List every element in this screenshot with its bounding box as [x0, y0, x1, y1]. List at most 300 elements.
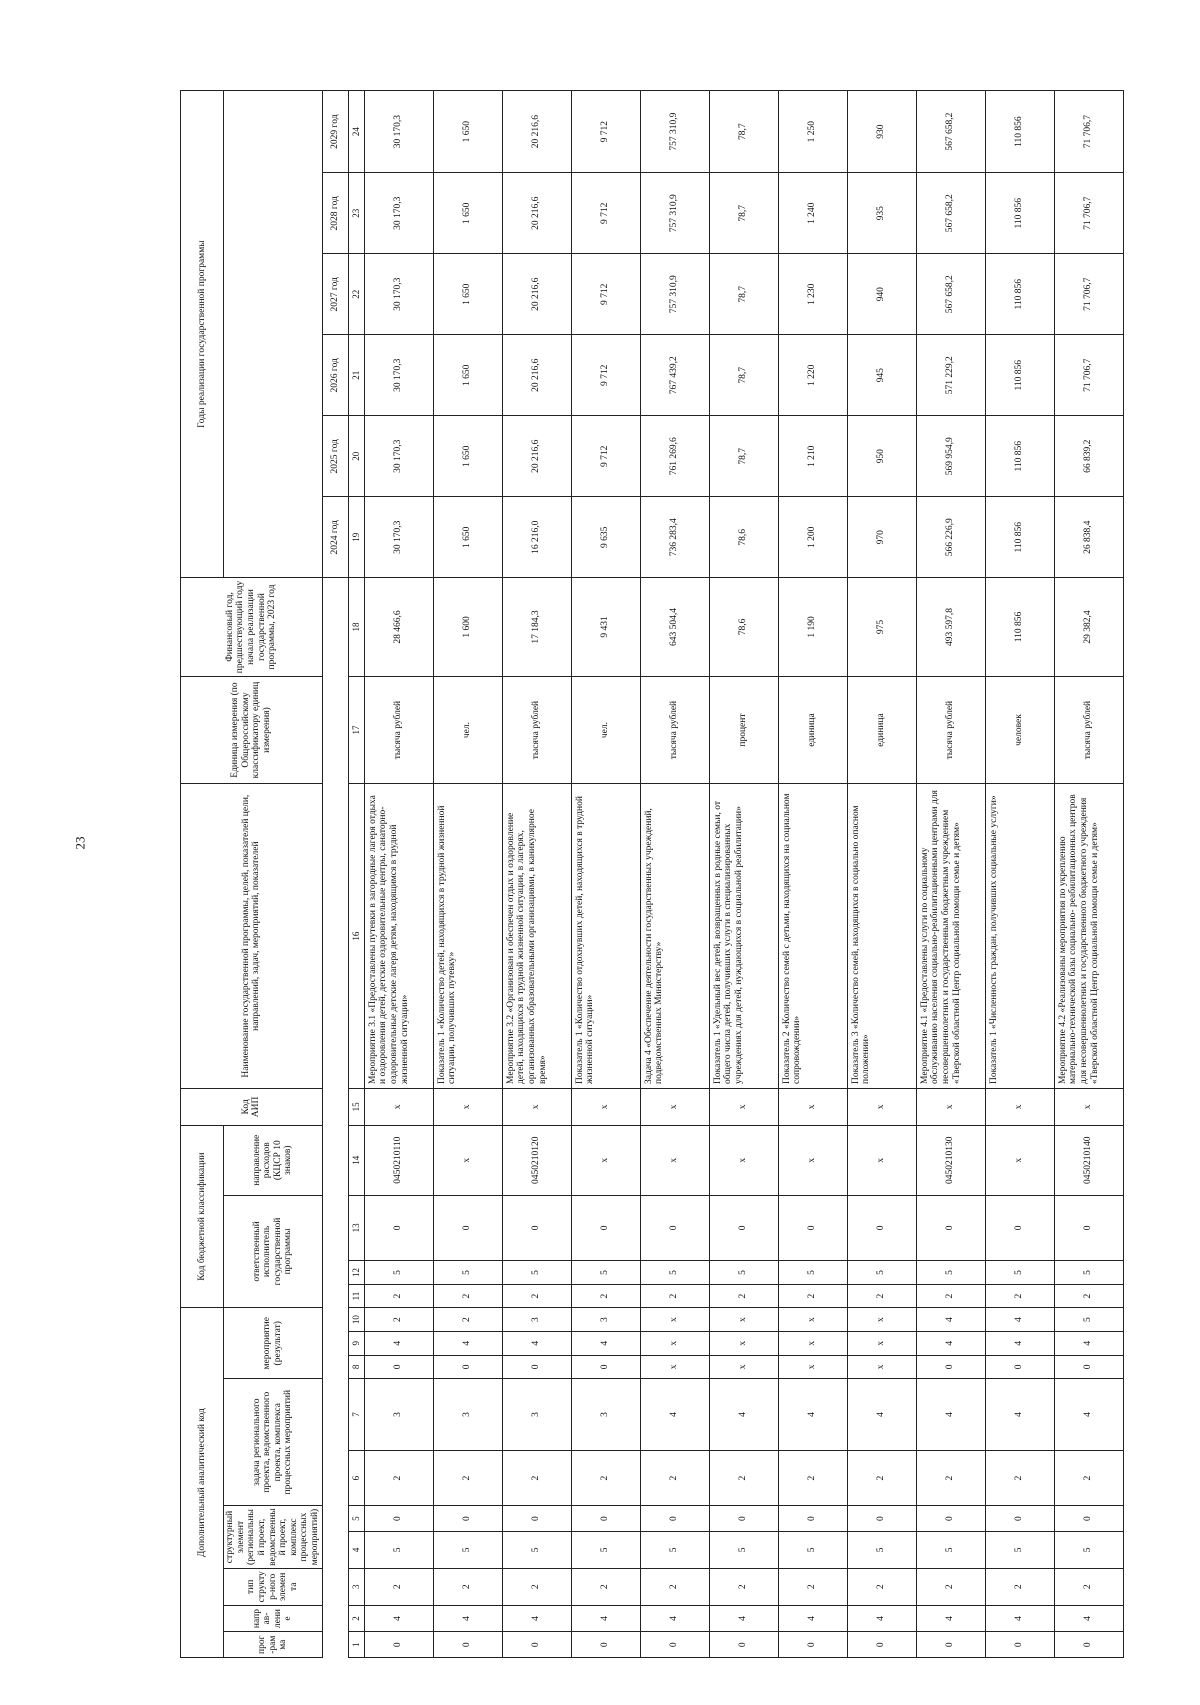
column-number: 10 — [348, 1308, 364, 1332]
code-cell: 5 — [571, 1261, 640, 1285]
code-cell: 5 — [709, 1531, 778, 1568]
code-cell: х — [847, 1125, 916, 1195]
code-cell: х — [847, 1308, 916, 1332]
column-number: 17 — [348, 676, 364, 784]
base-year-value: 110 856 — [985, 578, 1054, 676]
code-cell: х — [571, 1088, 640, 1125]
column-number: 4 — [348, 1531, 364, 1568]
code-cell: 4 — [916, 1379, 985, 1451]
code-cell: 0 — [502, 1632, 571, 1658]
year-value: 20 216,6 — [502, 91, 571, 173]
year-value: 20 216,6 — [502, 416, 571, 497]
unit-cell: процент — [709, 676, 778, 784]
code-cell: 5 — [640, 1531, 709, 1568]
year-value: 1 220 — [778, 335, 847, 416]
year-value: 9 635 — [571, 497, 640, 578]
struct-type-header: тип структур-ного элемента — [224, 1568, 323, 1605]
year-value: 110 856 — [985, 335, 1054, 416]
year-value: 78,7 — [709, 416, 778, 497]
year-value: 30 170,3 — [364, 416, 433, 497]
column-number: 7 — [348, 1379, 364, 1451]
year-value: 78,6 — [709, 497, 778, 578]
year-value: 110 856 — [985, 497, 1054, 578]
code-cell: 3 — [571, 1379, 640, 1451]
unit-cell: чел. — [433, 676, 502, 784]
code-cell: 2 — [916, 1450, 985, 1505]
code-cell: 2 — [709, 1568, 778, 1605]
code-cell: 0 — [709, 1632, 778, 1658]
row-name-cell: Показатель 3 «Количество семей, находящихся в социально опасном положении» — [847, 784, 916, 1089]
code-cell: 0 — [433, 1195, 502, 1261]
code-cell: 4 — [364, 1605, 433, 1632]
row-name-cell: Показатель 1 «Количество детей, находящихся в трудной жизненной ситуации, получивших путевку» — [433, 784, 502, 1089]
table-row — [640, 91, 709, 1658]
year-value: 940 — [847, 254, 916, 335]
code-cell: 0 — [778, 1506, 847, 1532]
code-cell: 0 — [364, 1632, 433, 1658]
code-cell: 3 — [502, 1379, 571, 1451]
table-row — [502, 91, 571, 1658]
code-cell: 2 — [847, 1284, 916, 1308]
code-cell: х — [709, 1355, 778, 1379]
code-cell: 4 — [847, 1379, 916, 1451]
code-cell: 4 — [985, 1308, 1054, 1332]
row-name-cell: Показатель 1 «Численность граждан, получивших социальные услуги» — [985, 784, 1054, 1089]
row-name-cell: Задача 4 «Обеспечение деятельности государственных учреждений, подведомственных Министерству» — [640, 784, 709, 1089]
code-cell: 0 — [571, 1632, 640, 1658]
table-row — [709, 91, 778, 1658]
unit-cell: тысяча рублей — [502, 676, 571, 784]
year-value: 30 170,3 — [364, 91, 433, 173]
code-cell: 5 — [502, 1531, 571, 1568]
code-cell: 0 — [985, 1195, 1054, 1261]
code-cell: х — [709, 1088, 778, 1125]
code-cell: 0 — [916, 1195, 985, 1261]
year-value: 567 658,2 — [916, 254, 985, 335]
year-value: 757 310,9 — [640, 173, 709, 254]
code-cell: 5 — [847, 1261, 916, 1285]
code-cell: х — [640, 1088, 709, 1125]
code-cell: 0 — [502, 1355, 571, 1379]
code-cell: 2 — [778, 1568, 847, 1605]
code-cell: 5 — [1054, 1308, 1123, 1332]
code-cell: 0 — [364, 1506, 433, 1532]
code-cell: 0 — [1054, 1506, 1123, 1532]
code-cell: 2 — [640, 1284, 709, 1308]
code-cell: 0 — [709, 1195, 778, 1261]
code-cell: 2 — [640, 1450, 709, 1505]
year-value: 567 658,2 — [916, 91, 985, 173]
code-cell: 2 — [1054, 1450, 1123, 1505]
code-cell: 0 — [847, 1195, 916, 1261]
code-cell: х — [640, 1355, 709, 1379]
code-cell: 0 — [571, 1506, 640, 1532]
code-cell: 0 — [364, 1355, 433, 1379]
code-cell: 5 — [502, 1261, 571, 1285]
code-cell: 2 — [847, 1450, 916, 1505]
code-cell: 4 — [502, 1605, 571, 1632]
code-cell: 2 — [364, 1568, 433, 1605]
code-cell: 0 — [778, 1632, 847, 1658]
code-cell: 2 — [916, 1568, 985, 1605]
program-table — [180, 90, 1124, 1658]
code-cell: х — [847, 1088, 916, 1125]
year-value: 9 712 — [571, 91, 640, 173]
base-year-value: 975 — [847, 578, 916, 676]
code-cell: 0 — [1054, 1632, 1123, 1658]
code-cell: 0450210130 — [916, 1125, 985, 1195]
code-cell: х — [1054, 1088, 1123, 1125]
year-value: 1 200 — [778, 497, 847, 578]
code-cell: 5 — [847, 1531, 916, 1568]
unit-cell: тысяча рублей — [916, 676, 985, 784]
unit-cell: тысяча рублей — [1054, 676, 1123, 784]
code-cell: 0 — [640, 1195, 709, 1261]
year-value: 71 706,7 — [1054, 335, 1123, 416]
year-value: 1 650 — [433, 254, 502, 335]
code-cell: 5 — [433, 1531, 502, 1568]
code-cell: 2 — [1054, 1568, 1123, 1605]
name-header: Наименование государственной программы, целей, показателей цели, направлений, задач, мероприятий, показателей — [181, 784, 323, 1089]
code-cell: х — [571, 1125, 640, 1195]
code-cell: 3 — [433, 1379, 502, 1451]
code-cell: 4 — [433, 1331, 502, 1355]
year-value: 9 712 — [571, 173, 640, 254]
year-value: 110 856 — [985, 416, 1054, 497]
year-value: 757 310,9 — [640, 91, 709, 173]
code-cell: 5 — [916, 1261, 985, 1285]
year-value: 71 706,7 — [1054, 91, 1123, 173]
code-cell: 2 — [433, 1284, 502, 1308]
code-cell: х — [640, 1125, 709, 1195]
column-number: 6 — [348, 1450, 364, 1505]
unit-cell: единица — [847, 676, 916, 784]
struct-element-header: структурный элемент (региональный проект, ведомственный проект, комплекс процессных мероприятий) — [224, 1506, 323, 1569]
year-value: 1 650 — [433, 416, 502, 497]
year-value: 1 230 — [778, 254, 847, 335]
code-cell: 0 — [640, 1506, 709, 1532]
table-row — [364, 91, 433, 1658]
program-header: прог-рамма — [224, 1632, 323, 1658]
code-cell: 4 — [1054, 1605, 1123, 1632]
year-value: 757 310,9 — [640, 254, 709, 335]
code-cell: 4 — [571, 1605, 640, 1632]
code-cell: 0 — [709, 1506, 778, 1532]
code-cell: х — [985, 1125, 1054, 1195]
code-cell: 2 — [985, 1284, 1054, 1308]
year-value: 110 856 — [985, 173, 1054, 254]
year-value: 71 706,7 — [1054, 254, 1123, 335]
code-cell: х — [778, 1331, 847, 1355]
code-cell: 2 — [778, 1450, 847, 1505]
year-value: 935 — [847, 173, 916, 254]
code-cell: 4 — [1054, 1379, 1123, 1451]
code-cell: 0450210120 — [502, 1125, 571, 1195]
year-value: 30 170,3 — [364, 173, 433, 254]
code-cell: 4 — [985, 1331, 1054, 1355]
base-year-value: 29 382,4 — [1054, 578, 1123, 676]
year-value: 1 250 — [778, 91, 847, 173]
code-cell: 0450210110 — [364, 1125, 433, 1195]
table-row — [571, 91, 640, 1658]
column-number: 2 — [348, 1605, 364, 1632]
column-numbers-row — [348, 91, 364, 1658]
code-cell: 2 — [571, 1568, 640, 1605]
year-value: 78,7 — [709, 254, 778, 335]
code-cell: 4 — [778, 1379, 847, 1451]
year-value: 9 712 — [571, 335, 640, 416]
code-cell: 5 — [433, 1261, 502, 1285]
code-cell: 0 — [1054, 1195, 1123, 1261]
year-value: 950 — [847, 416, 916, 497]
year-value: 1 650 — [433, 173, 502, 254]
code-cell: 2 — [640, 1568, 709, 1605]
code-cell: х — [640, 1308, 709, 1332]
aip-header: Код АИП — [181, 1088, 323, 1125]
row-name-cell: Показатель 1 «Удельный вес детей, возвращенных в родные семьи, от общего числа детей, получивших услуги в специализированных учреждениях для детей, нуждающихся в социальной реабилитации» — [709, 784, 778, 1089]
code-cell: 2 — [709, 1284, 778, 1308]
unit-cell: тысяча рублей — [640, 676, 709, 784]
code-cell: 5 — [640, 1261, 709, 1285]
column-number: 1 — [348, 1632, 364, 1658]
code-cell: 0 — [1054, 1355, 1123, 1379]
code-cell: 0 — [571, 1195, 640, 1261]
row-name-cell: Мероприятие 4.2 «Реализованы мероприятия по укреплению материально-технической базы социально- реабилитационных центров для несовершеннолетних и государственного бюджетного учреждения «Тверской областной Центр социальной помощи семье и детям» — [1054, 784, 1123, 1089]
code-cell: 2 — [433, 1568, 502, 1605]
code-cell: х — [847, 1355, 916, 1379]
base-year-value: 9 431 — [571, 578, 640, 676]
row-name-cell: Мероприятие 3.2 «Организован и обеспечен отдых и оздоровление детей, находящихся в трудной жизненной ситуации, в лагерях, организованных образовательными организациями, в каникулярное время» — [502, 784, 571, 1089]
code-cell: 5 — [778, 1261, 847, 1285]
year-2029: 2029 год — [322, 91, 348, 173]
code-cell: 2 — [847, 1568, 916, 1605]
code-cell: 2 — [709, 1450, 778, 1505]
code-cell: 4 — [364, 1331, 433, 1355]
code-cell: х — [709, 1331, 778, 1355]
years-subheader-blank — [224, 91, 323, 578]
code-cell: 2 — [364, 1308, 433, 1332]
unit-cell: чел. — [571, 676, 640, 784]
table-row — [985, 91, 1054, 1658]
code-cell: х — [847, 1331, 916, 1355]
code-cell: 2 — [571, 1284, 640, 1308]
event-result-header: мероприятие (результат) — [224, 1308, 323, 1379]
row-name-cell: Мероприятие 4.1 «Предоставлены услуги по социальному обслуживанию населения социально-реабилитационными центрами для несовершеннолетних и государственным бюджетным учреждением «Тверской областной Центр социальной помощи семье и детям» — [916, 784, 985, 1089]
code-cell: 4 — [640, 1605, 709, 1632]
code-cell: 4 — [433, 1605, 502, 1632]
code-cell: 5 — [778, 1531, 847, 1568]
column-number: 19 — [348, 497, 364, 578]
table-row — [916, 91, 985, 1658]
unit-cell: единица — [778, 676, 847, 784]
code-cell: 4 — [847, 1605, 916, 1632]
code-cell: 2 — [778, 1284, 847, 1308]
budget-code-header: Код бюджетной классификации — [181, 1125, 224, 1308]
code-cell: х — [985, 1088, 1054, 1125]
year-value: 567 658,2 — [916, 173, 985, 254]
executor-header: ответственный исполнитель государственной программы — [224, 1195, 323, 1308]
code-cell: 4 — [1054, 1331, 1123, 1355]
column-number: 5 — [348, 1506, 364, 1532]
year-value: 1 210 — [778, 416, 847, 497]
code-cell: 4 — [916, 1308, 985, 1332]
year-value: 9 712 — [571, 416, 640, 497]
code-cell: 2 — [433, 1308, 502, 1332]
expense-dir-header: направление расходов (КЦСР 10 знаков) — [224, 1125, 323, 1195]
code-cell: х — [502, 1088, 571, 1125]
code-cell: 2 — [433, 1450, 502, 1505]
year-value: 1 650 — [433, 335, 502, 416]
year-value: 1 240 — [778, 173, 847, 254]
code-cell: 4 — [571, 1331, 640, 1355]
code-cell: х — [433, 1125, 502, 1195]
code-cell: 4 — [985, 1605, 1054, 1632]
year-value: 970 — [847, 497, 916, 578]
row-name-cell: Мероприятие 3.1 «Предоставлены путевки в загородные лагеря отдыха и оздоровления детей, детские оздоровительные центры, санаторно-оздоровительные детские лагеря детям, находящимся в трудной жизненной ситуации» — [364, 784, 433, 1089]
code-cell: 2 — [502, 1450, 571, 1505]
code-cell: 0 — [640, 1632, 709, 1658]
year-value: 30 170,3 — [364, 497, 433, 578]
base-year-value: 78,6 — [709, 578, 778, 676]
year-value: 1 650 — [433, 497, 502, 578]
code-cell: 0 — [502, 1506, 571, 1532]
table-row — [1054, 91, 1123, 1658]
code-cell: 2 — [364, 1284, 433, 1308]
column-number: 18 — [348, 578, 364, 676]
code-cell: 4 — [709, 1605, 778, 1632]
year-value: 16 216,0 — [502, 497, 571, 578]
column-number: 21 — [348, 335, 364, 416]
column-number: 14 — [348, 1125, 364, 1195]
year-2028: 2028 год — [322, 173, 348, 254]
code-cell: х — [778, 1125, 847, 1195]
base-year-value: 28 466,6 — [364, 578, 433, 676]
code-cell: х — [778, 1355, 847, 1379]
code-cell: 2 — [571, 1450, 640, 1505]
column-number: 22 — [348, 254, 364, 335]
year-row-spacer — [322, 578, 348, 1658]
code-cell: 5 — [1054, 1531, 1123, 1568]
code-cell: 2 — [985, 1568, 1054, 1605]
column-number: 20 — [348, 416, 364, 497]
year-header-row — [322, 91, 348, 1658]
year-value: 736 283,4 — [640, 497, 709, 578]
year-2026: 2026 год — [322, 335, 348, 416]
years-header: Годы реализации государственной программы — [181, 91, 224, 578]
column-number: 9 — [348, 1331, 364, 1355]
code-cell: 4 — [916, 1331, 985, 1355]
code-cell: х — [709, 1125, 778, 1195]
table-row — [433, 91, 502, 1658]
year-2025: 2025 год — [322, 416, 348, 497]
year-value: 1 650 — [433, 91, 502, 173]
code-cell: 4 — [778, 1605, 847, 1632]
code-cell: х — [364, 1088, 433, 1125]
code-cell: 5 — [364, 1531, 433, 1568]
code-cell: 2 — [985, 1450, 1054, 1505]
year-value: 20 216,6 — [502, 173, 571, 254]
code-cell: 3 — [571, 1308, 640, 1332]
year-value: 20 216,6 — [502, 335, 571, 416]
code-cell: 0 — [364, 1195, 433, 1261]
code-cell: 2 — [916, 1284, 985, 1308]
direction-header: направ-ление — [224, 1605, 323, 1632]
base-year-value: 1 600 — [433, 578, 502, 676]
rotated-sheet — [180, 90, 1100, 1658]
code-cell: 5 — [571, 1531, 640, 1568]
year-value: 571 229,2 — [916, 335, 985, 416]
year-value: 20 216,6 — [502, 254, 571, 335]
table-row — [778, 91, 847, 1658]
year-value: 9 712 — [571, 254, 640, 335]
dop-code-header: Дополнительный аналитический код — [181, 1308, 224, 1658]
year-value: 78,7 — [709, 335, 778, 416]
code-cell: 5 — [709, 1261, 778, 1285]
code-cell: 0 — [985, 1506, 1054, 1532]
column-number: 15 — [348, 1088, 364, 1125]
code-cell: 0 — [916, 1632, 985, 1658]
code-cell: х — [916, 1088, 985, 1125]
code-cell: 5 — [916, 1531, 985, 1568]
year-value: 30 170,3 — [364, 335, 433, 416]
page-number: 23 — [72, 836, 88, 850]
code-cell: 0 — [847, 1632, 916, 1658]
code-cell: 4 — [985, 1379, 1054, 1451]
code-cell: 5 — [985, 1531, 1054, 1568]
year-value: 78,7 — [709, 91, 778, 173]
code-cell: х — [709, 1308, 778, 1332]
year-value: 30 170,3 — [364, 254, 433, 335]
base-year-value: 17 184,3 — [502, 578, 571, 676]
code-cell: х — [778, 1308, 847, 1332]
code-cell: 0450210140 — [1054, 1125, 1123, 1195]
year-value: 767 439,2 — [640, 335, 709, 416]
code-cell: 0 — [433, 1632, 502, 1658]
year-value: 930 — [847, 91, 916, 173]
code-cell: 5 — [364, 1261, 433, 1285]
base-year-header: Финансовый год, предшествующий году начала реализации государственной программы, 2023 год — [181, 578, 323, 676]
year-value: 110 856 — [985, 254, 1054, 335]
column-number: 13 — [348, 1195, 364, 1261]
code-cell: 4 — [916, 1605, 985, 1632]
unit-cell: тысяча рублей — [364, 676, 433, 784]
code-cell: 0 — [778, 1195, 847, 1261]
column-number: 23 — [348, 173, 364, 254]
year-value: 761 269,6 — [640, 416, 709, 497]
code-cell: 0 — [571, 1355, 640, 1379]
unit-cell: человек — [985, 676, 1054, 784]
code-cell: 4 — [709, 1379, 778, 1451]
code-cell: х — [778, 1088, 847, 1125]
row-name-cell: Показатель 2 «Количество семей с детьми, находящихся на социальном сопровождении» — [778, 784, 847, 1089]
code-cell: 0 — [985, 1632, 1054, 1658]
column-number: 8 — [348, 1355, 364, 1379]
year-value: 110 856 — [985, 91, 1054, 173]
row-name-cell: Показатель 1 «Количество отдохнувших детей, находящихся в трудной жизненной ситуации» — [571, 784, 640, 1089]
header-row-1 — [181, 91, 224, 1658]
unit-header: Единица измерения (по Общероссийскому классификатору единиц измерения) — [181, 676, 323, 784]
code-cell: 2 — [364, 1450, 433, 1505]
year-value: 71 706,7 — [1054, 173, 1123, 254]
base-year-value: 643 504,4 — [640, 578, 709, 676]
column-number: 11 — [348, 1284, 364, 1308]
code-cell: 0 — [433, 1506, 502, 1532]
code-cell: 3 — [364, 1379, 433, 1451]
code-cell: 0 — [502, 1195, 571, 1261]
code-cell: 0 — [916, 1506, 985, 1532]
code-cell: 3 — [502, 1308, 571, 1332]
year-value: 26 838,4 — [1054, 497, 1123, 578]
